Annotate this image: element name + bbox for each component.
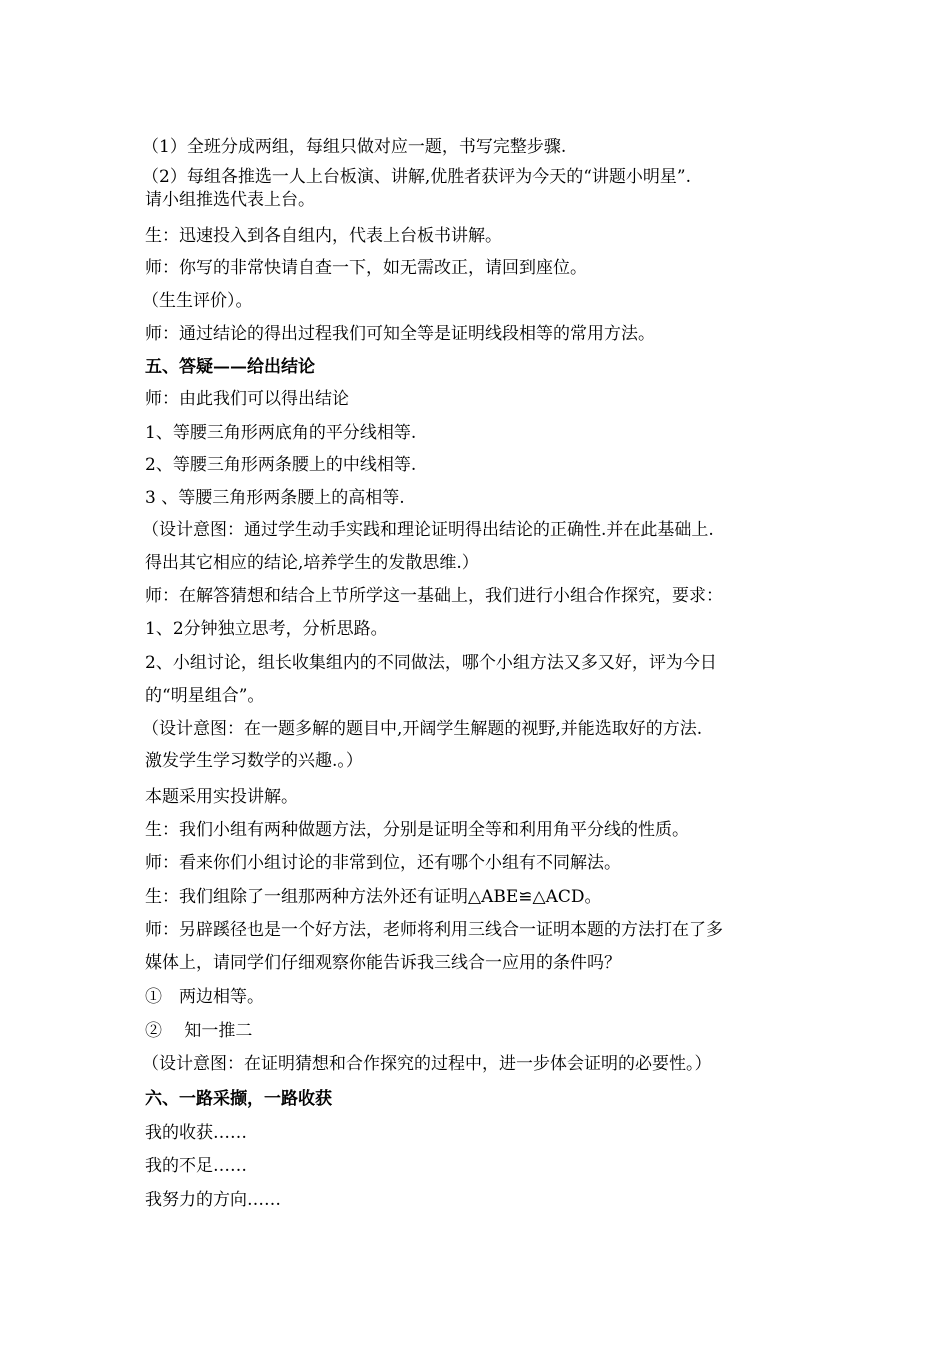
design-intent-note: 得出其它相应的结论,培养学生的发散思维.） bbox=[145, 553, 479, 573]
text-line: 师：通过结论的得出过程我们可知全等是证明线段相等的常用方法。 bbox=[145, 324, 655, 344]
text-line: 师：你写的非常快请自查一下，如无需改正，请回到座位。 bbox=[145, 258, 587, 278]
list-item: 的“明星组合”。 bbox=[145, 686, 265, 706]
text-line: 生：我们小组有两种做题方法，分别是证明全等和利用角平分线的性质。 bbox=[145, 820, 689, 840]
list-item: 2、等腰三角形两条腰上的中线相等. bbox=[145, 455, 417, 475]
section-heading: 五、答疑——给出结论 bbox=[145, 357, 315, 377]
text-line: 师：看来你们小组讨论的非常到位，还有哪个小组有不同解法。 bbox=[145, 853, 621, 873]
text-line: 我的收获…… bbox=[145, 1123, 247, 1143]
design-intent-note: 激发学生学习数学的兴趣.。） bbox=[145, 751, 363, 771]
text-line: 我努力的方向…… bbox=[145, 1190, 281, 1210]
text-line: （生生评价）。 bbox=[142, 291, 253, 311]
text-line: 生：我们组除了一组那两种方法外还有证明△ABE≌△ACD。 bbox=[145, 887, 602, 907]
text-line: （1）全班分成两组，每组只做对应一题，书写完整步骤. bbox=[142, 137, 567, 157]
text-line: 本题采用实投讲解。 bbox=[145, 787, 298, 807]
design-intent-note: （设计意图：在一题多解的题目中,开阔学生解题的视野,并能选取好的方法. bbox=[142, 719, 703, 739]
text-line: 媒体上，请同学们仔细观察你能告诉我三线合一应用的条件吗？ bbox=[145, 953, 621, 973]
text-line: （2）每组各推选一人上台板演、讲解,优胜者获评为今天的“讲题小明星”. bbox=[142, 167, 692, 187]
list-item: ① 两边相等。 bbox=[145, 987, 264, 1007]
list-item: 1、2分钟独立思考，分析思路。 bbox=[145, 619, 388, 639]
text-line: 生：迅速投入到各自组内，代表上台板书讲解。 bbox=[145, 226, 502, 246]
list-item: ② 知一推二 bbox=[145, 1021, 253, 1041]
section-heading: 六、一路采撷，一路收获 bbox=[145, 1089, 332, 1109]
text-line: 我的不足…… bbox=[145, 1156, 247, 1176]
text-line: 师：另辟蹊径也是一个好方法，老师将利用三线合一证明本题的方法打在了多 bbox=[145, 920, 723, 940]
text-line: 请小组推选代表上台。 bbox=[145, 190, 315, 210]
list-item: 2、小组讨论，组长收集组内的不同做法，哪个小组方法又多又好，评为今日 bbox=[145, 653, 717, 673]
list-item: 3 、等腰三角形两条腰上的高相等. bbox=[145, 488, 405, 508]
text-line: 师：由此我们可以得出结论 bbox=[145, 389, 349, 409]
text-line: 师：在解答猜想和结合上节所学这一基础上，我们进行小组合作探究，要求： bbox=[145, 586, 723, 606]
design-intent-note: （设计意图：通过学生动手实践和理论证明得出结论的正确性.并在此基础上. bbox=[142, 520, 714, 540]
list-item: 1、等腰三角形两底角的平分线相等. bbox=[145, 423, 417, 443]
design-intent-note: （设计意图：在证明猜想和合作探究的过程中，进一步体会证明的必要性。） bbox=[142, 1054, 712, 1074]
